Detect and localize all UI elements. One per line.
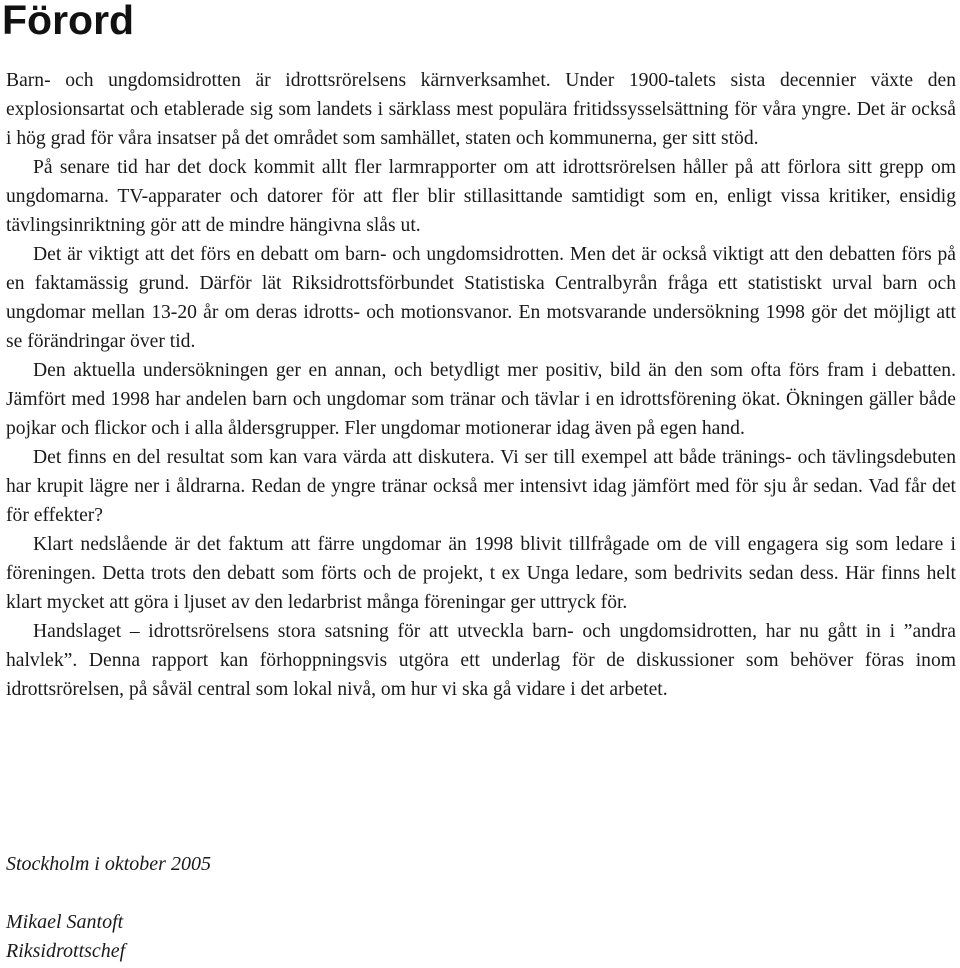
paragraph-2: På senare tid har det dock kommit allt fler larmrapporter om att idrottsrörelsen håller på att förlora sitt grepp om ungdomarna. TV-apparater och datorer för att fler blir stillasittande samtidigt som en, enligt vissa kritiker, ensidig tävlingsinriktning gör att de mindre hängivna slås ut. [6,157,956,236]
paragraph-7: Handslaget – idrottsrörelsens stora satsning för att utveckla barn- och ungdomsidrotten, har nu gått in i ”andra halvlek”. Denna rapport kan förhoppningsvis utgöra ett underlag för de diskussioner som behöver föras inom idrottsrörelsen, på såväl central som lokal nivå, om hur vi ska gå vidare i det arbetet. [6,621,956,700]
paragraph-3: Det är viktigt att det förs en debatt om barn- och ungdomsidrotten. Men det är också viktigt att den debatten förs på en faktamässig grund. Därför lät Riksidrottsförbundet Statistiska Centralbyrån fråga ett statistiskt urval barn och ungdomar mellan 13-20 år om deras idrotts- och motionsvanor. En motsvarande undersökning 1998 gör det möjligt att se förändringar över tid. [6,244,956,352]
place-date-line [6,850,211,879]
signer-title: Riksidrottschef [6,940,126,962]
foreword-body [6,66,956,704]
signature-block [6,908,125,966]
signer-name: Mikael Santoft [6,911,124,933]
place-date: Stockholm i oktober 2005 [6,853,211,875]
paragraph-5: Det finns en del resultat som kan vara värda att diskutera. Vi ser till exempel att både tränings- och tävlingsdebuten har krupit lägre ner i åldrarna. Redan de yngre tränar också mer intensivt idag jämfört med för sju år sedan. Vad får det för effekter? [6,447,956,526]
paragraph-1: Barn- och ungdomsidrotten är idrottsrörelsens kärnverksamhet. Under 1900-talets sista decennier växte den explosionsartat och etablerade sig som landets i särklass mest populära fritidssysselsättning för våra yngre. Det är också i hög grad för våra insatser på det området som samhället, staten och kommunerna, ger sitt stöd. [6,70,956,149]
page-title: Förord [2,0,135,43]
paragraph-6: Klart nedslående är det faktum att färre ungdomar än 1998 blivit tillfrågade om de vill engagera sig som ledare i föreningen. Detta trots den debatt som förts och de projekt, t ex Unga ledare, som bedrivits sedan dess. Här finns helt klart mycket att göra i ljuset av den ledarbrist många föreningar ger uttryck för. [6,534,956,613]
paragraph-4: Den aktuella undersökningen ger en annan, och betydligt mer positiv, bild än den som ofta förs fram i debatten. Jämfört med 1998 har andelen barn och ungdomar som tränar och tävlar i en idrottsförening ökat. Ökningen gäller både pojkar och flickor och i alla åldersgrupper. Fler ungdomar motionerar idag även på egen hand. [6,360,956,439]
